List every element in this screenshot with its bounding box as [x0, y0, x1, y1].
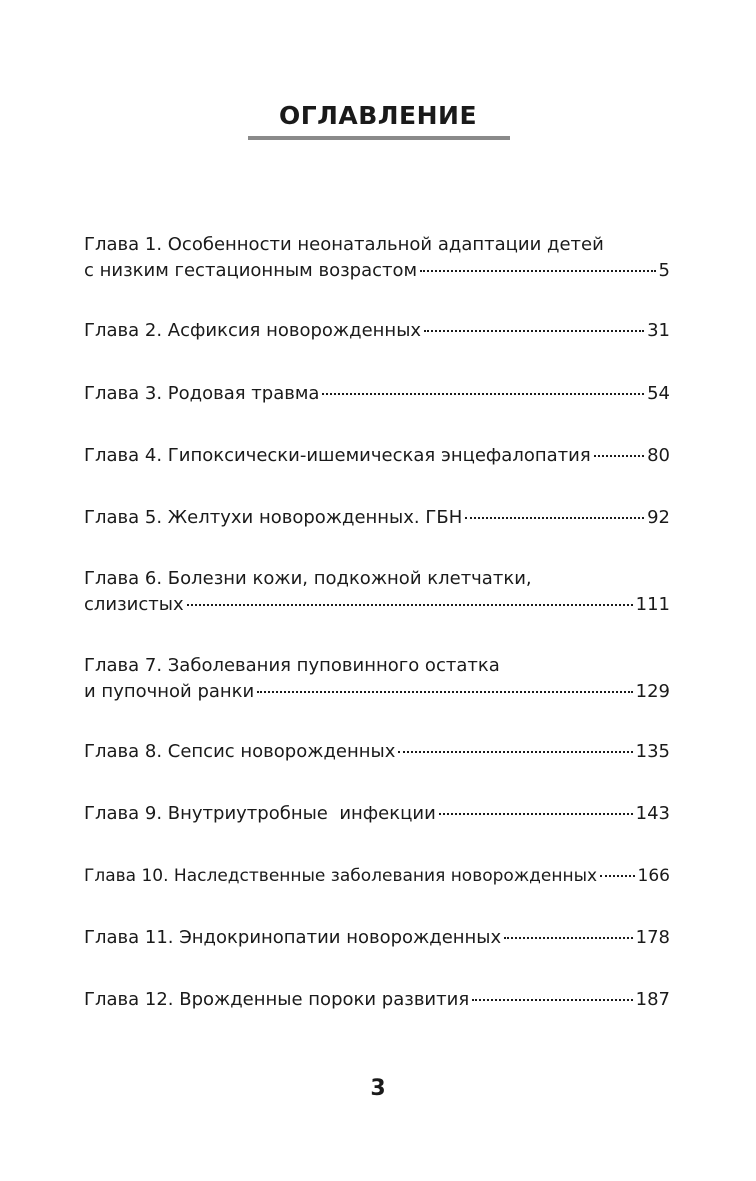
toc-page-number: 178	[635, 927, 670, 948]
dot-leader	[398, 749, 632, 753]
toc-entry-title-continuation: слизистых	[84, 594, 184, 615]
toc-entry-chapter-5[interactable]	[84, 505, 670, 531]
toc-entry-chapter-10[interactable]	[84, 863, 670, 889]
toc-page-number: 166	[637, 866, 670, 886]
dot-leader	[257, 689, 632, 693]
dot-leader	[504, 935, 632, 939]
toc-entry-title: Глава 3. Родовая травма	[84, 383, 320, 404]
toc-entry-chapter-12[interactable]	[84, 987, 670, 1013]
toc-page-number: 80	[647, 445, 670, 466]
toc-entry-chapter-8[interactable]	[84, 739, 670, 765]
toc-entry-title: Глава 11. Эндокринопатии новорожденных	[84, 927, 502, 948]
toc-page-number: 111	[635, 594, 670, 615]
toc-entry-chapter-7[interactable]	[84, 653, 670, 705]
toc-page-number: 92	[647, 507, 670, 528]
dot-leader	[424, 328, 644, 332]
dot-leader	[322, 391, 644, 395]
page-title: ОГЛАВЛЕНИЕ	[278, 101, 478, 130]
dot-leader	[420, 268, 655, 272]
toc-entry-title: Глава 7. Заболевания пуповинного остатка	[84, 655, 500, 676]
toc-entry-title: Глава 2. Асфиксия новорожденных	[84, 320, 422, 341]
toc-entry-title: Глава 10. Наследственные заболевания новорожденных	[84, 866, 598, 886]
toc-entry-title: Глава 5. Желтухи новорожденных. ГБН	[84, 507, 463, 528]
toc-page-number: 187	[635, 989, 670, 1010]
toc-entry-chapter-1[interactable]	[84, 232, 670, 284]
dot-leader	[600, 873, 634, 877]
toc-page-number: 31	[647, 320, 670, 341]
toc-entry-chapter-11[interactable]	[84, 925, 670, 951]
dot-leader	[465, 515, 644, 519]
dot-leader	[439, 811, 633, 815]
dot-leader	[187, 602, 633, 606]
toc-entry-chapter-6[interactable]	[84, 566, 670, 618]
toc-entry-title: Глава 12. Врожденные пороки развития	[84, 989, 470, 1010]
toc-entry-title: Глава 6. Болезни кожи, подкожной клетчатки,	[84, 568, 532, 589]
toc-entry-title: Глава 4. Гипоксически-ишемическая энцефалопатия	[84, 445, 591, 466]
toc-page-number: 135	[635, 741, 670, 762]
dot-leader	[472, 997, 632, 1001]
toc-entry-chapter-3[interactable]	[84, 381, 670, 407]
toc-entry-title: Глава 9. Внутриутробные инфекции	[84, 803, 436, 824]
toc-entry-chapter-4[interactable]	[84, 443, 670, 469]
toc-entry-title-continuation: и пупочной ранки	[84, 681, 255, 702]
toc-entry-chapter-9[interactable]	[84, 801, 670, 827]
toc-page-number: 129	[635, 681, 670, 702]
toc-page-number: 5	[658, 260, 670, 281]
toc-entry-title-continuation: с низким гестационным возрастом	[84, 260, 418, 281]
page-number: 3	[370, 1076, 386, 1101]
toc-entry-chapter-2[interactable]	[84, 318, 670, 344]
toc-page-number: 54	[647, 383, 670, 404]
toc-page-number: 143	[635, 803, 670, 824]
dot-leader	[594, 453, 644, 457]
toc-entry-title: Глава 1. Особенности неонатальной адаптации детей	[84, 234, 604, 255]
toc-entry-title: Глава 8. Сепсис новорожденных	[84, 741, 396, 762]
table-of-contents	[84, 0, 670, 1181]
